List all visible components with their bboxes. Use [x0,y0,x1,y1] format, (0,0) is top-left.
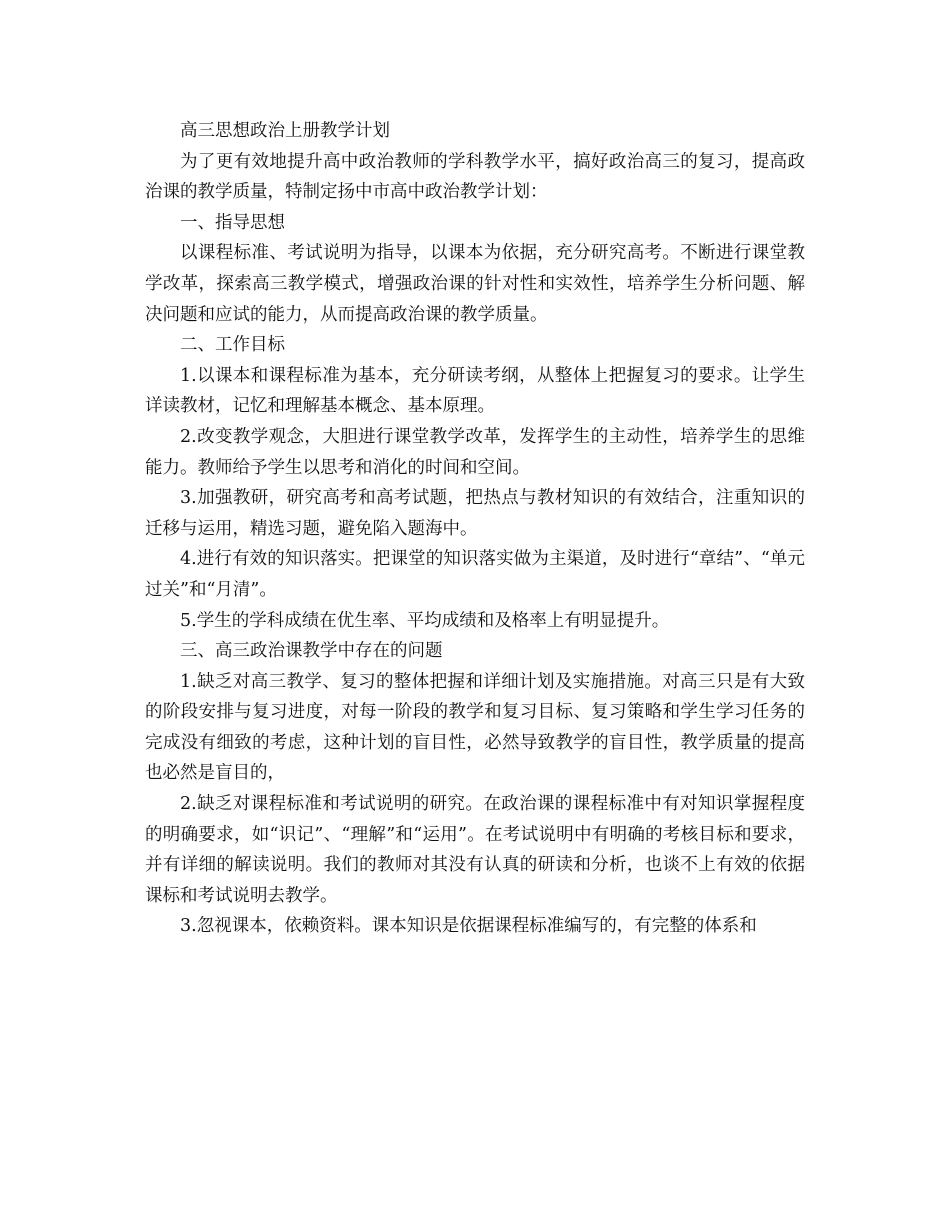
paragraph-goal-2: 2.改变教学观念，大胆进行课堂教学改革，发挥学生的主动性，培养学生的思维能力。教师给予学生以思考和消化的时间和空间。 [145,426,805,478]
paragraph-problem-2: 2.缺乏对课程标准和考试说明的研究。在政治课的课程标准中有对知识掌握程度的明确要求，如“识记”、“理解”和“运用”。在考试说明中有明确的考核目标和要求，并有详细的解读说明。我们的教师对其没有认真的研读和分析，也谈不上有效的依据课标和考试说明去教学。 [145,794,805,906]
section-heading-guiding-thought: 一、指导思想 [180,212,285,233]
paragraph-problem-3: 3.忽视课本，依赖资料。课本知识是依据课程标准编写的，有完整的体系和 [180,916,757,937]
paragraph-goal-3: 3.加强教研，研究高考和高考试题，把热点与教材知识的有效结合，注重知识的迁移与运用，精选习题，避免陷入题海中。 [145,488,805,539]
paragraph-goal-4: 4.进行有效的知识落实。把课堂的知识落实做为主渠道，及时进行“章结”、“单元过关”和“月清”。 [145,549,805,600]
section-heading-work-goals: 二、工作目标 [180,335,285,356]
paragraph-goal-5: 5.学生的学科成绩在优生率、平均成绩和及格率上有明显提升。 [180,610,670,631]
document-body [145,116,805,942]
document-title: 高三思想政治上册教学计划 [180,121,390,141]
paragraph-guiding-thought: 以课程标准、考试说明为指导，以课本为依据，充分研究高考。不断进行课堂教学改革，探索高三教学模式，增强政治课的针对性和实效性，培养学生分析问题、解决问题和应试的能力，从而提高政治课的教学质量。 [145,243,805,325]
paragraph-intro: 为了更有效地提升高中政治教师的学科教学水平，搞好政治高三的复习，提高政治课的教学质量，特制定扬中市高中政治教学计划： [145,151,805,203]
paragraph-goal-1: 1.以课本和课程标准为基本，充分研读考纲，从整体上把握复习的要求。让学生详读教材，记忆和理解基本概念、基本原理。 [145,365,805,417]
paragraph-problem-1: 1.缺乏对高三教学、复习的整体把握和详细计划及实施措施。对高三只是有大致的阶段安排与复习进度，对每一阶段的教学和复习目标、复习策略和学生学习任务的完成没有细致的考虑，这种计划的盲目性，必然导致教学的盲目性，教学质量的提高也必然是盲目的， [145,671,805,784]
section-heading-problems: 三、高三政治课教学中存在的问题 [180,641,443,662]
